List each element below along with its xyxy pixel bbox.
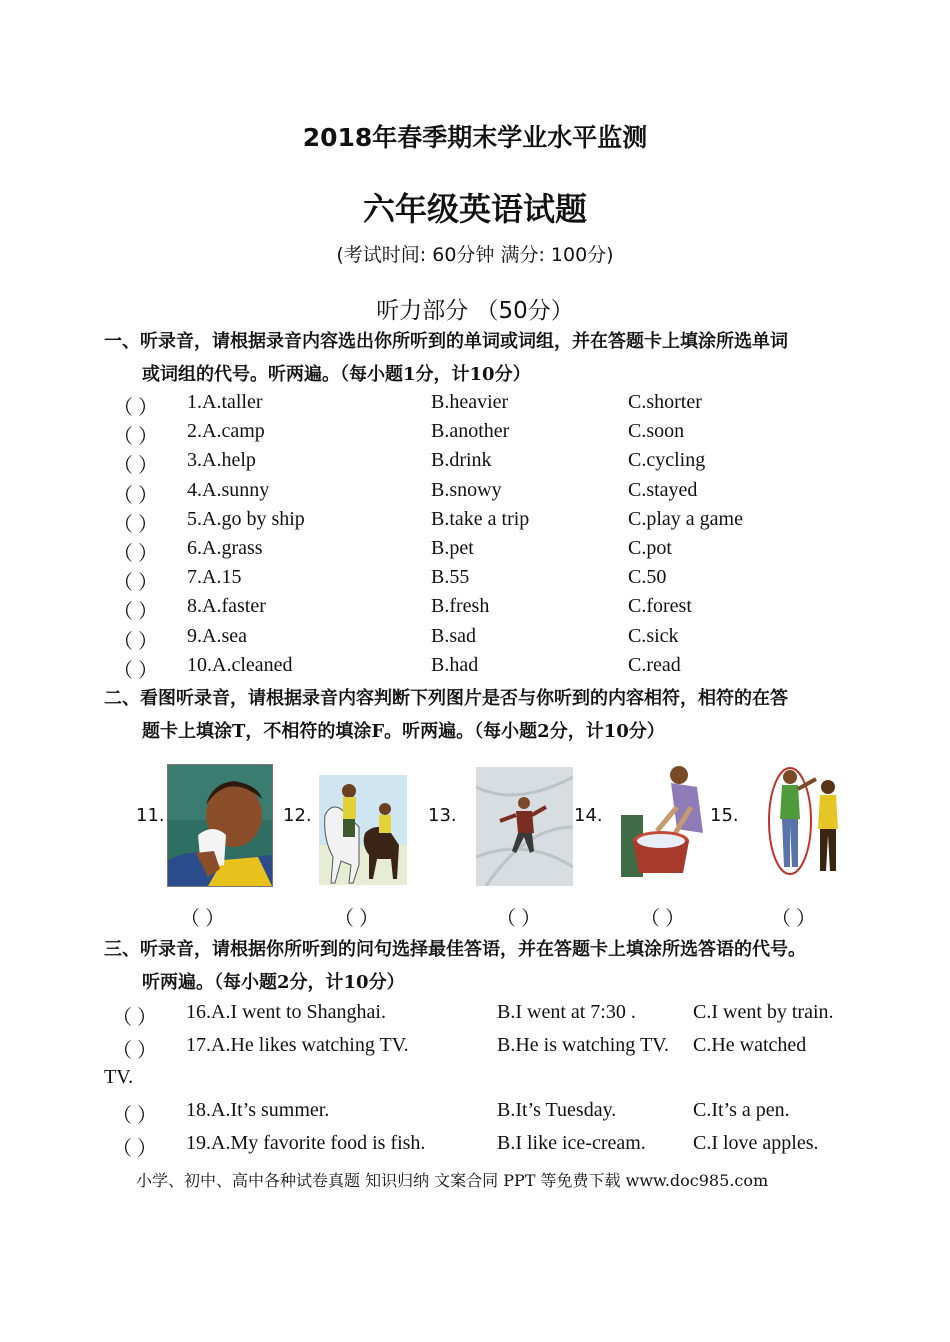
option-a: 16.A.I went to Shanghai.: [186, 1001, 386, 1023]
option-b: B.heavier: [431, 391, 509, 413]
answer-bracket[interactable]: （ ）: [113, 513, 158, 536]
answer-bracket[interactable]: （ ）: [180, 908, 225, 930]
option-c: C.cycling: [628, 449, 706, 472]
option-c: C.pot: [628, 537, 672, 559]
answer-bracket[interactable]: （ ）: [113, 397, 158, 419]
option-c: C.It’s a pen.: [693, 1099, 790, 1121]
option-a: 18.A.It’s summer.: [186, 1099, 330, 1121]
option-c: C.He watched: [693, 1034, 807, 1056]
answer-bracket[interactable]: （ ）: [113, 455, 158, 478]
two-boys-picture: [764, 763, 846, 876]
option-a: 2.A.camp: [187, 420, 265, 443]
ice-skating-picture: [476, 767, 573, 886]
option-b: B.take a trip: [431, 507, 530, 530]
subject-title: 六年级英语试题: [362, 190, 587, 228]
option-b: B.snowy: [431, 478, 502, 501]
part1-instruction-line2: 或词组的代号。听两遍。（每小题1分，计10分）: [142, 364, 531, 385]
option-b: B.had: [431, 653, 479, 676]
option-c: C.shorter: [628, 391, 702, 413]
exam-title: 2018年春季期末学业水平监测: [302, 123, 648, 152]
option-a: 7.A.15: [187, 566, 242, 589]
part2-instruction-line2: 题卡上填涂T，不相符的填涂F。听两遍。（每小题2分，计10分）: [142, 721, 665, 742]
footer-text: 小学、初中、高中各种试卷真题 知识归纳 文案合同 PPT 等免费下载 www.doc985.com: [136, 1171, 769, 1190]
answer-bracket[interactable]: （ ）: [113, 659, 158, 682]
option-b: B.sad: [431, 624, 476, 647]
option-b: B.I went at 7:30 .: [497, 1001, 636, 1023]
answer-bracket[interactable]: （ ）: [334, 908, 379, 930]
picture-number: 15.: [710, 805, 739, 826]
answer-bracket[interactable]: （ ）: [112, 1105, 157, 1127]
option-b: B.It’s Tuesday.: [497, 1099, 617, 1121]
option-b: B.55: [431, 566, 470, 589]
picture-number: 12.: [283, 805, 312, 826]
exam-info: (考试时间: 60分钟 满分: 100分): [336, 244, 614, 266]
answer-bracket[interactable]: （ ）: [113, 572, 158, 595]
option-b: B.I like ice-cream.: [497, 1132, 646, 1154]
answer-bracket[interactable]: （ ）: [112, 1138, 157, 1160]
option-b: B.fresh: [431, 595, 490, 618]
sneezing-boy-picture: [167, 764, 273, 887]
option-a: 17.A.He likes watching TV.: [186, 1034, 409, 1056]
picture-number: 14.: [574, 805, 603, 826]
option-a: 19.A.My favorite food is fish.: [186, 1132, 426, 1154]
option-c: C.I love apples.: [693, 1132, 819, 1154]
option-a: 8.A.faster: [187, 595, 266, 618]
option-c: C.soon: [628, 420, 685, 443]
option-c: C.read: [628, 653, 681, 676]
option-a: 6.A.grass: [187, 537, 263, 559]
option-a: 5.A.go by ship: [187, 507, 305, 530]
option-c: C.50: [628, 566, 667, 589]
answer-bracket[interactable]: （ ）: [113, 630, 158, 653]
option-a: 10.A.cleaned: [187, 653, 293, 676]
option-b: B.pet: [431, 537, 474, 559]
listening-heading: 听力部分 （50分）: [376, 298, 574, 324]
option-a: 1.A.taller: [187, 391, 263, 413]
option-c: C.play a game: [628, 507, 743, 530]
part3-instruction-line2: 听两遍。（每小题2分，计10分）: [142, 972, 405, 993]
answer-bracket[interactable]: （ ）: [113, 543, 158, 565]
option-c: C.stayed: [628, 478, 698, 501]
answer-bracket[interactable]: （ ）: [496, 908, 541, 930]
option-b: B.He is watching TV.: [497, 1034, 670, 1056]
answer-bracket[interactable]: （ ）: [113, 426, 158, 449]
option-c: C.sick: [628, 624, 679, 647]
picture-number: 11.: [136, 805, 165, 826]
option-b: B.another: [431, 420, 510, 443]
option-a: 3.A.help: [187, 449, 256, 472]
answer-bracket[interactable]: （ ）: [113, 484, 158, 507]
answer-bracket[interactable]: （ ）: [112, 1040, 157, 1062]
option-a: 4.A.sunny: [187, 478, 270, 501]
answer-bracket[interactable]: （ ）: [112, 1007, 157, 1029]
answer-bracket[interactable]: （ ）: [640, 908, 685, 930]
option-c: C.forest: [628, 595, 692, 618]
part1-instruction-line1: 一、听录音，请根据录音内容选出你所听到的单词或词组，并在答题卡上填涂所选单词: [104, 331, 788, 352]
answer-bracket[interactable]: （ ）: [113, 601, 158, 624]
picture-number: 13.: [428, 805, 457, 826]
option-a: 9.A.sea: [187, 624, 247, 647]
horse-riding-picture: [319, 775, 407, 885]
option-b: B.drink: [431, 449, 492, 472]
answer-bracket[interactable]: （ ）: [771, 908, 816, 930]
washing-clothes-picture: [621, 763, 708, 877]
option-c: C.I went by train.: [693, 1001, 834, 1023]
option-c-wrap: TV.: [104, 1066, 134, 1088]
part2-instruction-line1: 二、看图听录音，请根据录音内容判断下列图片是否与你听到的内容相符，相符的在答: [104, 688, 788, 709]
part3-instruction-line1: 三、听录音，请根据你所听到的问句选择最佳答语，并在答题卡上填涂所选答语的代号。: [104, 939, 806, 960]
